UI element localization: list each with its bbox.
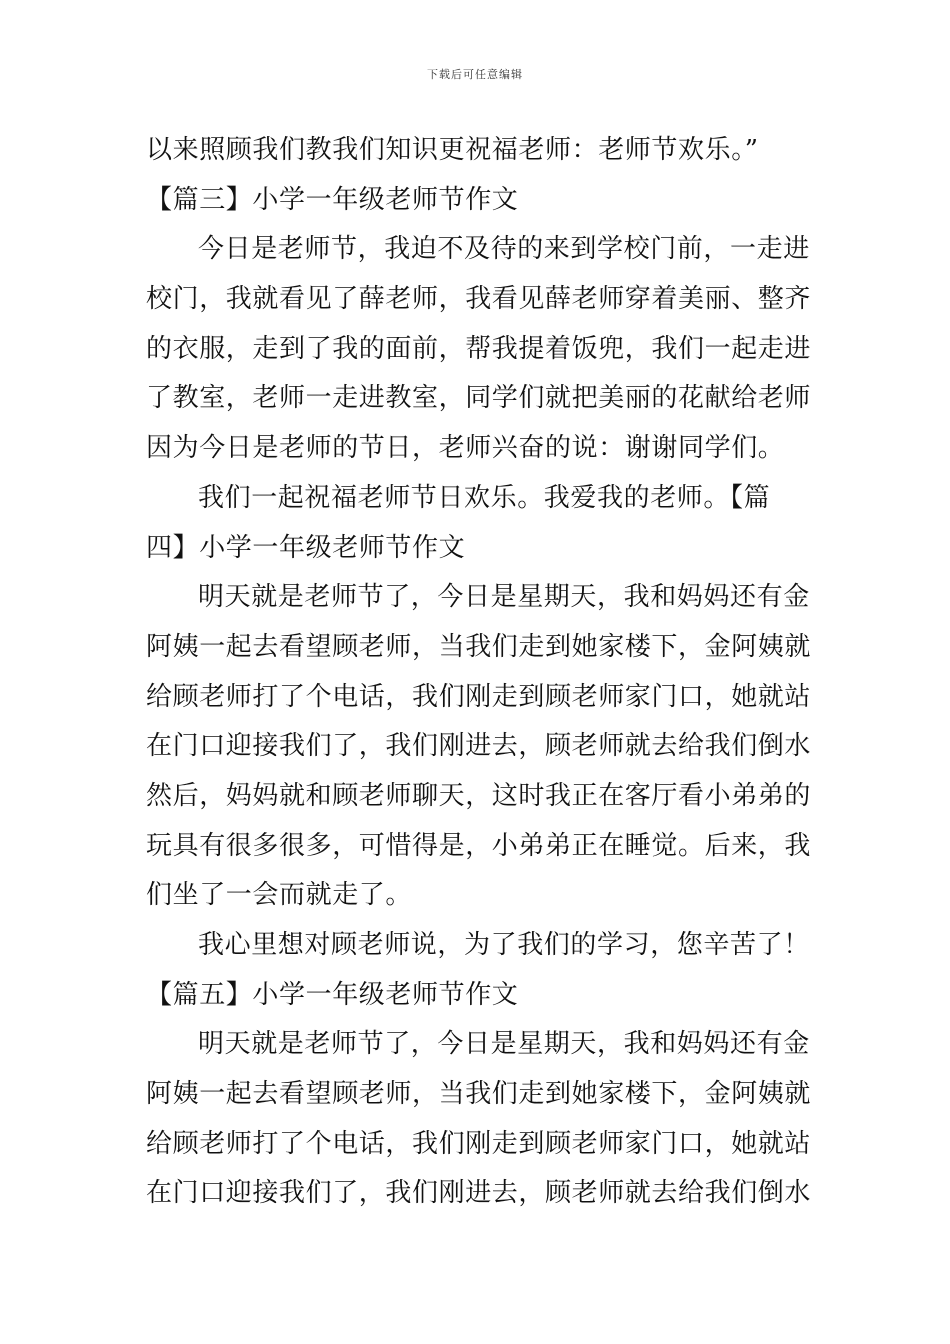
document-body — [146, 126, 812, 1219]
text-line: 因为今日是老师的节日，老师兴奋的说：谢谢同学们。 — [146, 433, 785, 464]
text-line: 以来照顾我们教我们知识更祝福老师：老师节欢乐。” — [146, 135, 759, 165]
text-line: 玩具有很多很多，可惜得是，小弟弟正在睡觉。后来，我 — [146, 830, 812, 861]
text-line: 阿姨一起去看望顾老师，当我们走到她家楼下，金阿姨就 — [146, 1079, 812, 1110]
text-line: 然后，妈妈就和顾老师聊天，这时我正在客厅看小弟弟的 — [146, 780, 812, 811]
text-line: 四】小学一年级老师节作文 — [146, 532, 466, 563]
text-line: 在门口迎接我们了，我们刚进去，顾老师就去给我们倒水 — [146, 731, 812, 762]
text-line: 给顾老师打了个电话，我们刚走到顾老师家门口，她就站 — [146, 681, 812, 712]
text-line: 们坐了一会而就走了。 — [146, 880, 413, 911]
text-line: 了教室，老师一走进教室，同学们就把美丽的花献给老师 — [146, 383, 812, 414]
text-line: 在门口迎接我们了，我们刚进去，顾老师就去给我们倒水 — [146, 1178, 812, 1209]
text-line: 明天就是老师节了，今日是星期天，我和妈妈还有金 — [198, 582, 810, 613]
text-line: 的衣服，走到了我的面前，帮我提着饭兜，我们一起走进 — [146, 333, 812, 364]
text-line: 校门，我就看见了薛老师，我看见薛老师穿着美丽、整齐 — [146, 284, 812, 315]
text-line: 今日是老师节，我迫不及待的来到学校门前，一走进 — [198, 234, 810, 265]
text-line: 【篇三】小学一年级老师节作文 — [146, 184, 519, 215]
text-line: 阿姨一起去看望顾老师，当我们走到她家楼下，金阿姨就 — [146, 631, 812, 662]
text-line: 我心里想对顾老师说，为了我们的学习，您辛苦了！ — [198, 930, 810, 960]
text-line: 给顾老师打了个电话，我们刚走到顾老师家门口，她就站 — [146, 1128, 812, 1159]
text-line: 我们一起祝福老师节日欢乐。我爱我的老师。【篇 — [198, 482, 771, 513]
page-header-note: 下载后可任意编辑 — [427, 68, 523, 81]
text-line: 【篇五】小学一年级老师节作文 — [146, 979, 519, 1010]
text-line: 明天就是老师节了，今日是星期天，我和妈妈还有金 — [198, 1029, 810, 1060]
